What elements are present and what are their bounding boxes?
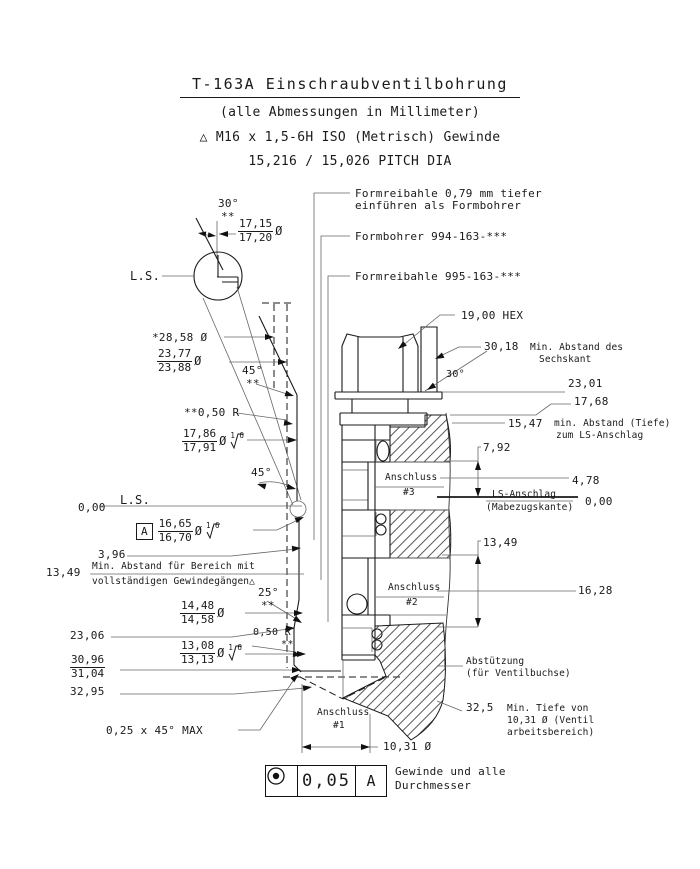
dim-45-seat: 45° bbox=[251, 466, 272, 479]
fcf-tolerance: 0,05 bbox=[297, 766, 355, 796]
concentricity-glyph bbox=[266, 766, 286, 786]
dim-bottom: 13,13 bbox=[181, 652, 215, 666]
port2-label-line2: #2 bbox=[406, 597, 418, 608]
detail-angle-note: ** bbox=[221, 210, 235, 223]
dim-bottom: 31,04 bbox=[71, 666, 105, 680]
dim-top: 14,48 bbox=[181, 599, 215, 612]
dim-325-note2: 10,31 Ø (Ventil bbox=[507, 715, 595, 726]
dim-radius-bottom-note: ** bbox=[281, 639, 294, 650]
dim-2858: *28,58 Ø bbox=[152, 331, 208, 344]
dim-45-top: 45° bbox=[242, 364, 263, 377]
drawing-subtitle: (alle Abmessungen in Millimeter) bbox=[219, 105, 481, 120]
dim-1448 bbox=[180, 600, 224, 626]
dim-1349-left: 13,49 bbox=[46, 566, 81, 579]
finish-value: 1,6 bbox=[228, 642, 242, 652]
dim-478: 4,78 bbox=[572, 474, 600, 487]
support-note-line1: Abstützung bbox=[466, 656, 525, 667]
diameter-symbol: Ø bbox=[194, 524, 202, 539]
surface-finish-icon bbox=[205, 520, 220, 532]
dim-1349-right: 13,49 bbox=[483, 536, 518, 549]
finish-check-icon bbox=[228, 642, 243, 661]
dim-1786-frac bbox=[182, 428, 217, 454]
port3-label-line1: Anschluss bbox=[385, 472, 438, 483]
thread-spec-text: M16 x 1,5-6H ISO (Metrisch) Gewinde bbox=[215, 130, 501, 145]
dim-2306: 23,06 bbox=[70, 629, 105, 642]
fcf-note-line1: Gewinde und alle bbox=[395, 765, 506, 778]
diameter-symbol: Ø bbox=[217, 606, 225, 621]
dim-radius-top: **0,50 R bbox=[184, 406, 240, 419]
dim-1715 bbox=[238, 218, 282, 244]
detail-angle: 30° bbox=[218, 197, 239, 210]
callout-form-reamer: Formreibahle 995-163-*** bbox=[355, 270, 522, 283]
dim-zero-right: 0,00 bbox=[585, 495, 613, 508]
ls-stop-line1: LS-Anschlag bbox=[492, 489, 557, 500]
port3-label-line2: #3 bbox=[403, 487, 415, 498]
feature-control-frame bbox=[265, 765, 387, 797]
diameter-symbol: Ø bbox=[217, 646, 225, 661]
thread-flag-icon: △ bbox=[199, 130, 208, 145]
diameter-symbol: Ø bbox=[194, 354, 202, 369]
surface-finish-icon bbox=[228, 642, 242, 654]
callout-reamer-depth-line1: Formreibahle 0,79 mm tiefer bbox=[355, 187, 542, 200]
thread-flag-icon: △ bbox=[249, 576, 255, 587]
port1-label-line2: #1 bbox=[333, 720, 345, 731]
dim-1768: 17,68 bbox=[574, 395, 609, 408]
drawing-title-text: T-163A Einschraubventilbohrung bbox=[180, 75, 520, 98]
dim-1031: 10,31 Ø bbox=[383, 740, 432, 753]
datum-a-box: A bbox=[136, 523, 153, 540]
dim-bottom: 23,88 bbox=[158, 360, 192, 374]
dim-25: 25° bbox=[258, 586, 279, 599]
dim-1349-note1: Min. Abstand für Bereich mit bbox=[92, 561, 255, 572]
dim-1547: 15,47 bbox=[508, 417, 543, 430]
dim-2377-frac bbox=[157, 348, 192, 374]
surface-finish-icon bbox=[230, 430, 244, 442]
thread-spec bbox=[0, 131, 700, 146]
dim-25-note: ** bbox=[261, 599, 275, 612]
port1-label-line1: Anschluss bbox=[317, 707, 370, 718]
dim-45-top-note: ** bbox=[246, 377, 260, 390]
dim-3096 bbox=[70, 654, 105, 680]
dim-3295: 32,95 bbox=[70, 685, 105, 698]
callout-reamer-depth-line2: einführen als Formbohrer bbox=[355, 199, 522, 212]
dim-1665 bbox=[136, 518, 220, 544]
ls-stop-line2: (Mabezugskante) bbox=[486, 502, 574, 513]
dim-top: 17,86 bbox=[183, 427, 217, 440]
dim-hex: 19,00 HEX bbox=[461, 309, 524, 322]
dim-3018-note2: Sechskant bbox=[539, 354, 592, 365]
dim-bottom: 17,91 bbox=[183, 440, 217, 454]
dim-3018: 30,18 bbox=[484, 340, 519, 353]
dim-bottom: 17,20 bbox=[239, 230, 273, 244]
dim-top: 30,96 bbox=[71, 653, 105, 666]
dim-2301: 23,01 bbox=[568, 377, 603, 390]
dim-1547-note2: zum LS-Anschlag bbox=[556, 430, 644, 441]
dim-top: 16,65 bbox=[158, 517, 192, 530]
finish-check-icon bbox=[205, 520, 221, 539]
dim-3018-note1: Min. Abstand des bbox=[530, 342, 624, 353]
dim-1665-frac bbox=[158, 518, 193, 544]
pitch-spec: 15,216 / 15,026 PITCH DIA bbox=[248, 154, 452, 169]
diameter-symbol: Ø bbox=[219, 434, 227, 449]
dim-top: 23,77 bbox=[158, 347, 192, 360]
finish-value: 1,6 bbox=[205, 520, 220, 530]
dim-2377 bbox=[157, 348, 201, 374]
finish-value: 1,6 bbox=[230, 430, 244, 440]
dim-bottom: 16,70 bbox=[158, 530, 192, 544]
dim-792: 7,92 bbox=[483, 441, 511, 454]
drawing-title bbox=[0, 76, 700, 93]
dim-zero-left: 0,00 bbox=[78, 501, 106, 514]
callout-form-drill: Formbohrer 994-163-*** bbox=[355, 230, 508, 243]
dim-396: 3,96 bbox=[98, 548, 126, 561]
dim-1448-frac bbox=[180, 600, 215, 626]
dim-1308 bbox=[180, 640, 242, 666]
dim-1628: 16,28 bbox=[578, 584, 613, 597]
port2-label-line1: Anschluss bbox=[388, 582, 441, 593]
dim-325-note1: Min. Tiefe von bbox=[507, 703, 589, 714]
dim-325-note3: arbeitsbereich) bbox=[507, 727, 595, 738]
dim-top: 17,15 bbox=[239, 217, 273, 230]
dim-1349-note2-text: vollständigen Gewindegängen bbox=[92, 576, 250, 587]
dim-3096-frac bbox=[70, 654, 105, 680]
fcf-note-line2: Durchmesser bbox=[395, 779, 472, 792]
dim-1547-note1: min. Abstand (Tiefe) bbox=[554, 418, 671, 429]
dim-1349-note2 bbox=[92, 577, 255, 588]
fcf-datum: A bbox=[355, 766, 386, 796]
support-note-line2: (für Ventilbuchse) bbox=[466, 668, 571, 679]
concentricity-icon bbox=[266, 766, 297, 796]
dim-1308-frac bbox=[180, 640, 215, 666]
detail-label: L.S. bbox=[130, 269, 161, 283]
ls-label-left: L.S. bbox=[120, 493, 151, 507]
dim-1786 bbox=[182, 428, 244, 454]
dim-30-right: 30° bbox=[446, 369, 465, 380]
dim-top: 13,08 bbox=[181, 639, 215, 652]
dim-1715-frac bbox=[238, 218, 273, 244]
dim-radius-bottom: 0,50 R bbox=[253, 627, 291, 638]
dim-325: 32,5 bbox=[466, 701, 494, 714]
dim-chamfer-max: 0,25 x 45° MAX bbox=[106, 724, 203, 737]
finish-check-icon bbox=[230, 430, 245, 449]
diameter-symbol: Ø bbox=[275, 224, 283, 239]
dim-bottom: 14,58 bbox=[181, 612, 215, 626]
